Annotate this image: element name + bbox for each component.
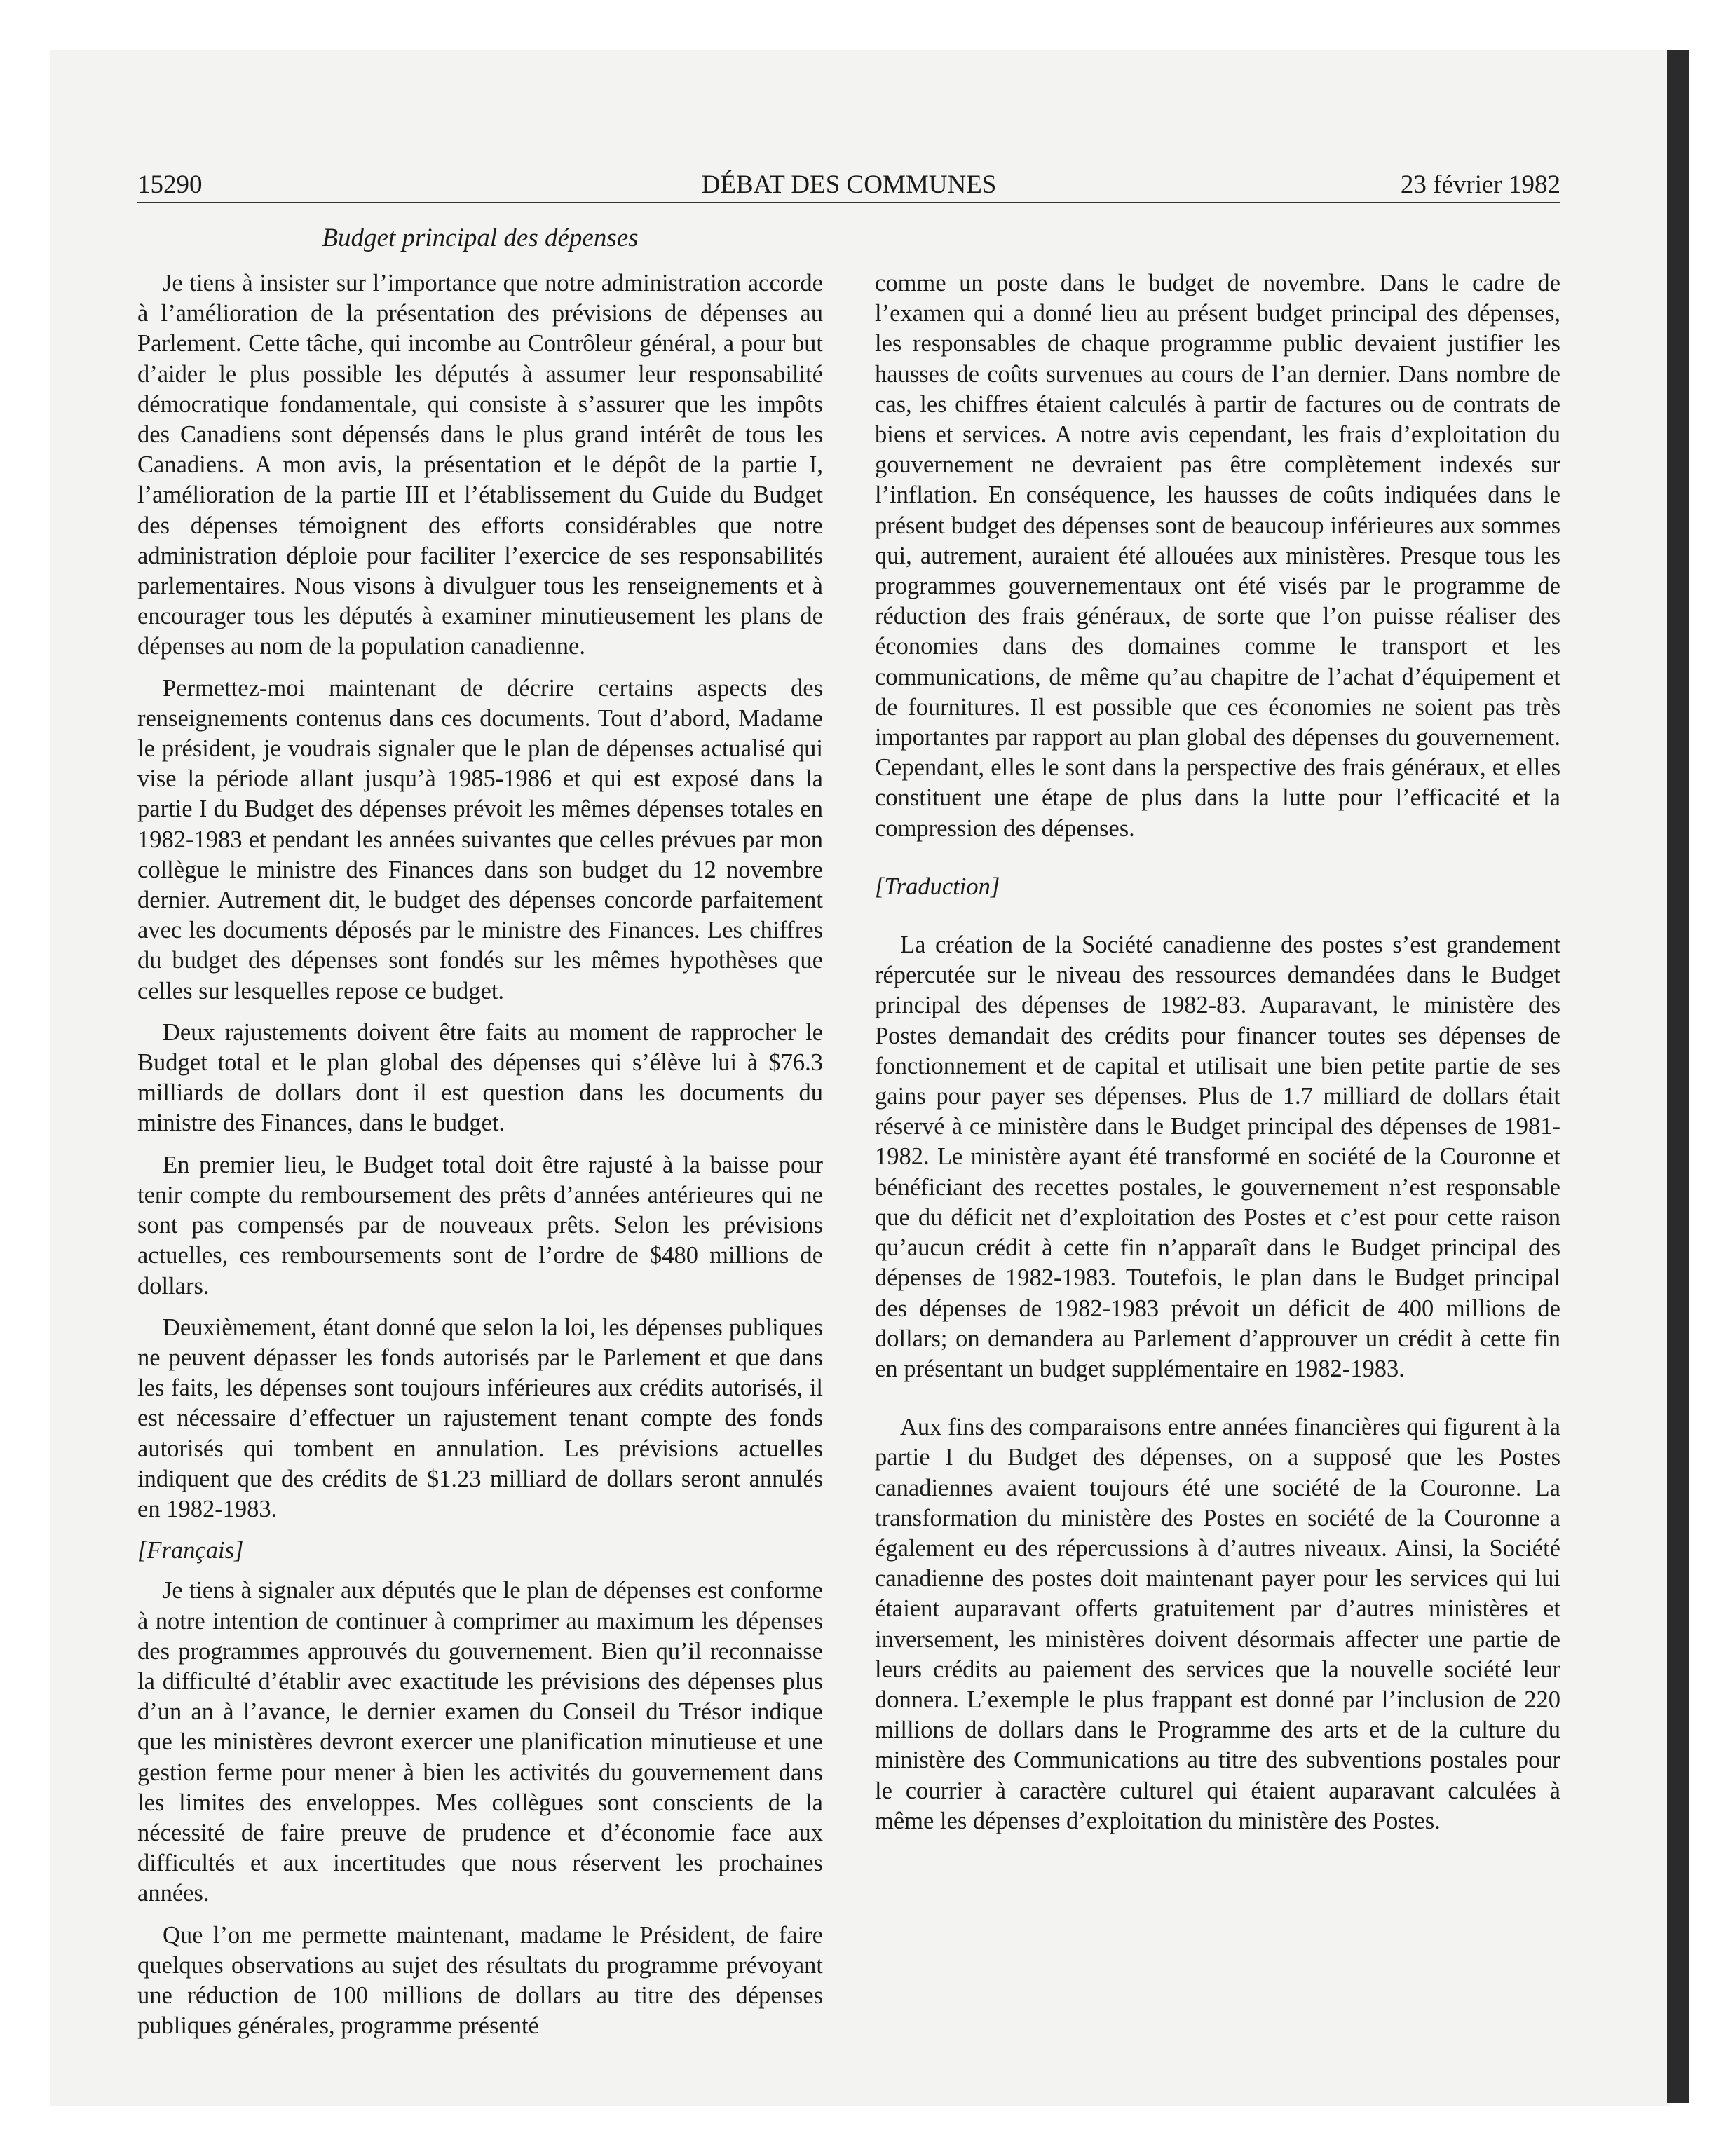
paragraph: Je tiens à signaler aux députés que le plan de dépenses est conforme à notre intention de continuer à comprimer au maximum les dépenses des programmes approuvés du gouvernement. Bien qu’il reconnaisse la difficulté d’établir avec exactitude les prévisions des dépenses plus d’un an à l’avance, le dernier examen du Conseil du Trésor indique que les ministères devront exercer une planification minutieuse et une gestion ferme pour mener à bien les activités du gouvernement dans les limites des enveloppes. Mes collègues sont conscients de la nécessité de faire preuve de prudence et d’économie face aux difficultés et aux incertitudes que nous réservent les prochaines années.	[137, 1577, 823, 1907]
page-header	[137, 166, 1560, 204]
paragraph: Permettez-moi maintenant de décrire certains aspects des renseignements contenus dans ces documents. Tout d’abord, Madame le président, je voudrais signaler que le plan de dépenses actualisé qui vise la période allant jusqu’à 1985-1986 et qui est exposé dans la partie I du Budget des dépenses prévoit les mêmes dépenses totales en 1982-1983 et pendant les années suivantes que celles prévues par mon collègue le ministre des Finances dans son budget du 12 novembre dernier. Autrement dit, le budget des dépenses concorde parfaitement avec les documents déposés par le ministre des Finances. Les chiffres du budget des dépenses sont fondés sur les mêmes hypothèses que celles sur lesquelles repose ce budget.	[137, 674, 823, 1004]
page-number: 15290	[137, 170, 203, 199]
left-column	[137, 268, 823, 2052]
header-rule	[137, 202, 1560, 203]
paragraph: Aux fins des comparaisons entre années financières qui figurent à la partie I du Budget des dépenses, on a supposé que les Postes canadiennes avaient toujours été une société de la Couronne. La transformation du ministère des Postes en société de la Couronne a également eu des répercussions à d’autres niveaux. Ainsi, la Société canadienne des postes doit maintenant payer pour les services qui lui étaient auparavant offerts gratuitement par d’autres ministères et inversement, les ministères doivent désormais affecter une partie de leurs crédits au paiement des services que la nouvelle société leur donnera. L’exemple le plus frappant est donné par l’inclusion de 220 millions de dollars dans le Programme des arts et de la culture du ministère des Communications au titre des subventions postales pour le courrier à caractère culturel qui étaient auparavant calculées à même les dépenses d’exploitation du ministère des Postes.	[875, 1414, 1560, 1834]
paragraph: comme un poste dans le budget de novembre. Dans le cadre de l’examen qui a donné lieu au présent budget principal des dépenses, les responsables de chaque programme public devaient justifier les hausses de coûts survenues au cours de l’an dernier. Dans nombre de cas, les chiffres étaient calculés à partir de factures ou de contrats de biens et services. A notre avis cependant, les frais d’exploitation du gouvernement ne devraient pas être complètement indexés sur l’inflation. En conséquence, les hausses de coûts indiquées dans le présent budget des dépenses sont de beaucoup inférieures aux sommes qui, autrement, auraient été allouées aux ministères. Presque tous les programmes gouvernementaux ont été visés par le programme de réduction des frais généraux, de sorte que l’on puisse réaliser des économies dans des domaines comme le transport et les communications, de même qu’au chapitre de l’achat d’équipement et de fournitures. Il est possible que ces économies ne soient pas très importantes par rapport au plan global des dépenses du gouvernement. Cependant, elles le sont dans la perspective des frais généraux, et elles constituent une étape de plus dans la lutte pour l’efficacité et la compression des dépenses.	[875, 270, 1560, 842]
paragraph: La création de la Société canadienne des postes s’est grandement répercutée sur le niveau des ressources demandées dans le Budget principal des dépenses de 1982-83. Auparavant, le ministère des Postes demandait des crédits pour financer toutes ses dépenses de fonctionnement et de capital et utilisait une bien petite partie de ses gains pour payer ses dépenses. Plus de 1.7 milliard de dollars était réservé à ce ministère dans le Budget principal des dépenses de 1981-1982. Le ministère ayant été transformé en société de la Couronne et bénéficiant des recettes postales, le gouvernement n’est responsable que du déficit net d’exploitation des Postes et c’est pour cette raison qu’aucun crédit à cette fin n’apparaît dans le Budget principal des dépenses de 1982-1983. Toutefois, le plan dans le Budget principal des dépenses de 1982-1983 prévoit un déficit de 400 millions de dollars; on demandera au Parlement d’approuver un crédit à cette fin en présentant un budget supplémentaire en 1982-1983.	[875, 932, 1560, 1382]
paragraph: Deux rajustements doivent être faits au moment de rapprocher le Budget total et le plan global des dépenses qui s’élève lui à $76.3 milliards de dollars dont il est question dans les documents du ministre des Finances, dans le budget.	[137, 1018, 823, 1137]
paragraph: Je tiens à insister sur l’importance que notre administration accorde à l’amélioration de la présentation des prévisions de dépenses au Parlement. Cette tâche, qui incombe au Contrôleur général, a pour but d’aider le plus possible les députés à assumer leur responsabilité démocratique fondamentale, qui consiste à s’assurer que les impôts des Canadiens sont dépensés dans le plus grand intérêt de tous les Canadiens. A mon avis, la présentation et le dépôt de la partie I, l’amélioration de la partie III et l’établissement du Guide du Budget des dépenses témoignent des efforts considérables que notre administration déploie pour faciliter l’exercice de ses responsabilités parlementaires. Nous visons à divulguer tous les renseignements et à encourager tous les députés à examiner minutieusement les plans de dépenses au nom de la population canadienne.	[137, 270, 823, 660]
language-tag: [Français]	[137, 1537, 244, 1564]
right-column	[875, 268, 1560, 1848]
journal-title: DÉBAT DES COMMUNES	[701, 170, 997, 199]
header-date: 23 février 1982	[1400, 170, 1560, 199]
paragraph: En premier lieu, le Budget total doit être rajusté à la baisse pour tenir compte du remboursement des prêts d’années antérieures qui ne sont pas compensés par de nouveaux prêts. Selon les prévisions actuelles, ces remboursements sont de l’ordre de $480 millions de dollars.	[137, 1151, 823, 1299]
scan-edge-shadow	[1667, 50, 1689, 2103]
paragraph: Deuxièmement, étant donné que selon la loi, les dépenses publiques ne peuvent dépasser les fonds autorisés par le Parlement et que dans les faits, les dépenses sont toujours inférieures aux crédits autorisés, il est nécessaire d’effectuer un rajustement tenant compte des fonds autorisés qui tombent en annulation. Les prévisions actuelles indiquent que des crédits de $1.23 milliard de dollars seront annulés en 1982-1983.	[137, 1314, 823, 1522]
paragraph: Que l’on me permette maintenant, madame le Président, de faire quelques observations au sujet des résultats du programme prévoyant une réduction de 100 millions de dollars au titre des dépenses publiques générales, programme présenté	[137, 1921, 823, 2040]
language-tag: [Traduction]	[875, 873, 1000, 900]
section-title: Budget principal des dépenses	[322, 224, 639, 252]
